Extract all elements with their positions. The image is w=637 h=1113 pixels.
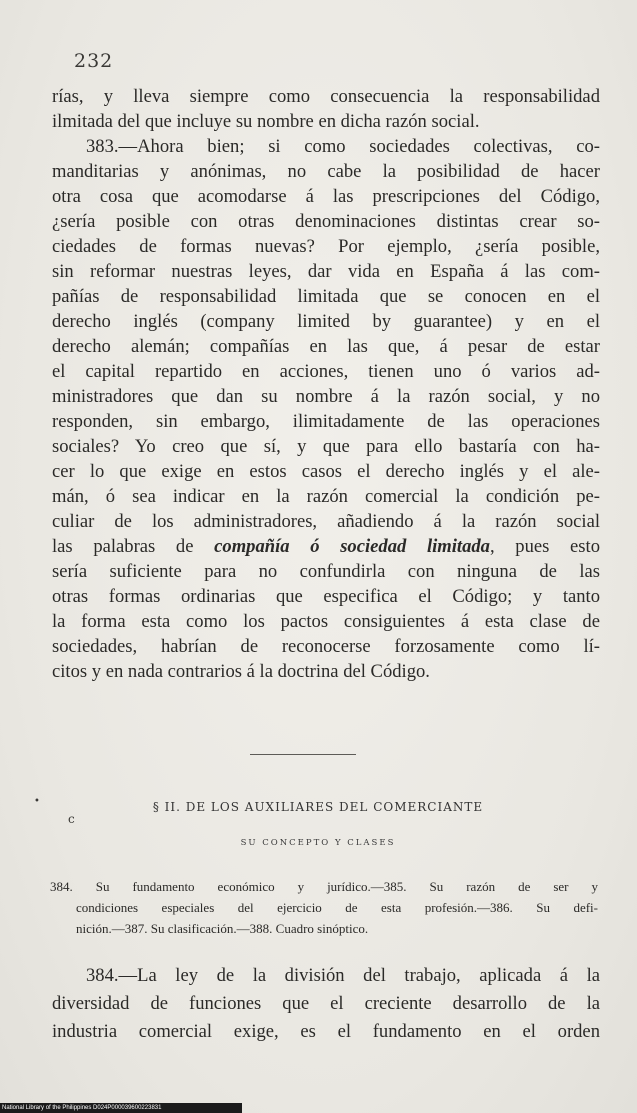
summary-line: 384. Su fundamento económico y jurídico.—385. Su razón de ser y <box>50 879 598 894</box>
text-line: sería suficiente para no confundirla con ninguna de las <box>52 561 600 582</box>
summary-line: condiciones especiales del ejercicio de esta profesión.—386. Su defi- <box>76 900 598 915</box>
text-line: sociedades, habrían de reconocerse forzosamente como lí- <box>52 636 600 657</box>
text-line: otra cosa que acomodarse á las prescripciones del Código, <box>52 186 600 207</box>
page-number: 232 <box>74 50 114 72</box>
text-line: la forma esta como los pactos consiguientes á esta clase de <box>52 611 600 632</box>
text-fragment: las palabras de <box>52 536 215 557</box>
main-text-block <box>52 84 600 684</box>
text-line: derecho alemán; compañías en las que, á pesar de estar <box>52 336 600 357</box>
text-fragment: , pues esto <box>489 536 600 557</box>
section-divider <box>250 754 356 755</box>
text-line-italic <box>52 534 600 559</box>
text-line: rías, y lleva siempre como consecuencia la responsabilidad <box>52 86 600 107</box>
text-line: otras formas ordinarias que especifica el Código; y tanto <box>52 586 600 607</box>
text-line: industria comercial exige, es el fundamento en el orden <box>52 1021 600 1042</box>
text-line: sin reformar nuestras leyes, dar vida en España á las com- <box>52 261 600 282</box>
section-subheading: SU CONCEPTO Y CLASES <box>240 838 396 848</box>
text-line: ¿sería posible con otras denominaciones distintas crear so- <box>52 211 600 232</box>
text-line: derecho inglés (company limited by guarantee) y en el <box>52 311 600 332</box>
text-line: pañías de responsabilidad limitada que se conocen en el <box>52 286 600 307</box>
text-line: el capital repartido en acciones, tienen uno ó varios ad- <box>52 361 600 382</box>
text-line: citos y en nada contrarios á la doctrina del Código. <box>52 661 430 682</box>
text-line: diversidad de funciones que el creciente desarrollo de la <box>52 993 600 1014</box>
paragraph-384 <box>52 962 600 1046</box>
text-line: ilmitada del que incluye su nombre en dicha razón social. <box>52 111 480 132</box>
section-summary <box>50 876 598 939</box>
text-line: 384.—La ley de la división del trabajo, aplicada á la <box>86 965 600 986</box>
paragraph-383-start: 383.—Ahora bien; si como sociedades colectivas, co- <box>86 136 600 157</box>
text-line: manditarias y anónimas, no cabe la posibilidad de hacer <box>52 161 600 182</box>
margin-mark: c <box>68 812 75 826</box>
text-line: ministradores que dan su nombre á la razón social, y no <box>52 386 600 407</box>
text-line: culiar de los administradores, añadiendo á la razón social <box>52 511 600 532</box>
text-line: cer lo que exige en estos casos el derecho inglés y el ale- <box>52 461 600 482</box>
text-line: sociales? Yo creo que sí, y que para ello bastaría con ha- <box>52 436 600 457</box>
library-footer: National Library of the Philippines D024P000039600223831 <box>0 1103 242 1113</box>
summary-line: nición.—387. Su clasificación.—388. Cuadro sinóptico. <box>76 921 369 936</box>
text-line: ciedades de formas nuevas? Por ejemplo, ¿sería posible, <box>52 236 600 257</box>
text-line: mán, ó sea indicar en la razón comercial la condición pe- <box>52 486 600 507</box>
margin-mark: • <box>34 796 40 807</box>
section-heading: § II. DE LOS AUXILIARES DEL COMERCIANTE <box>152 800 484 814</box>
text-line: responden, sin embargo, ilimitadamente de las operaciones <box>52 411 600 432</box>
italic-phrase: compañía ó sociedad limitada <box>214 536 490 557</box>
